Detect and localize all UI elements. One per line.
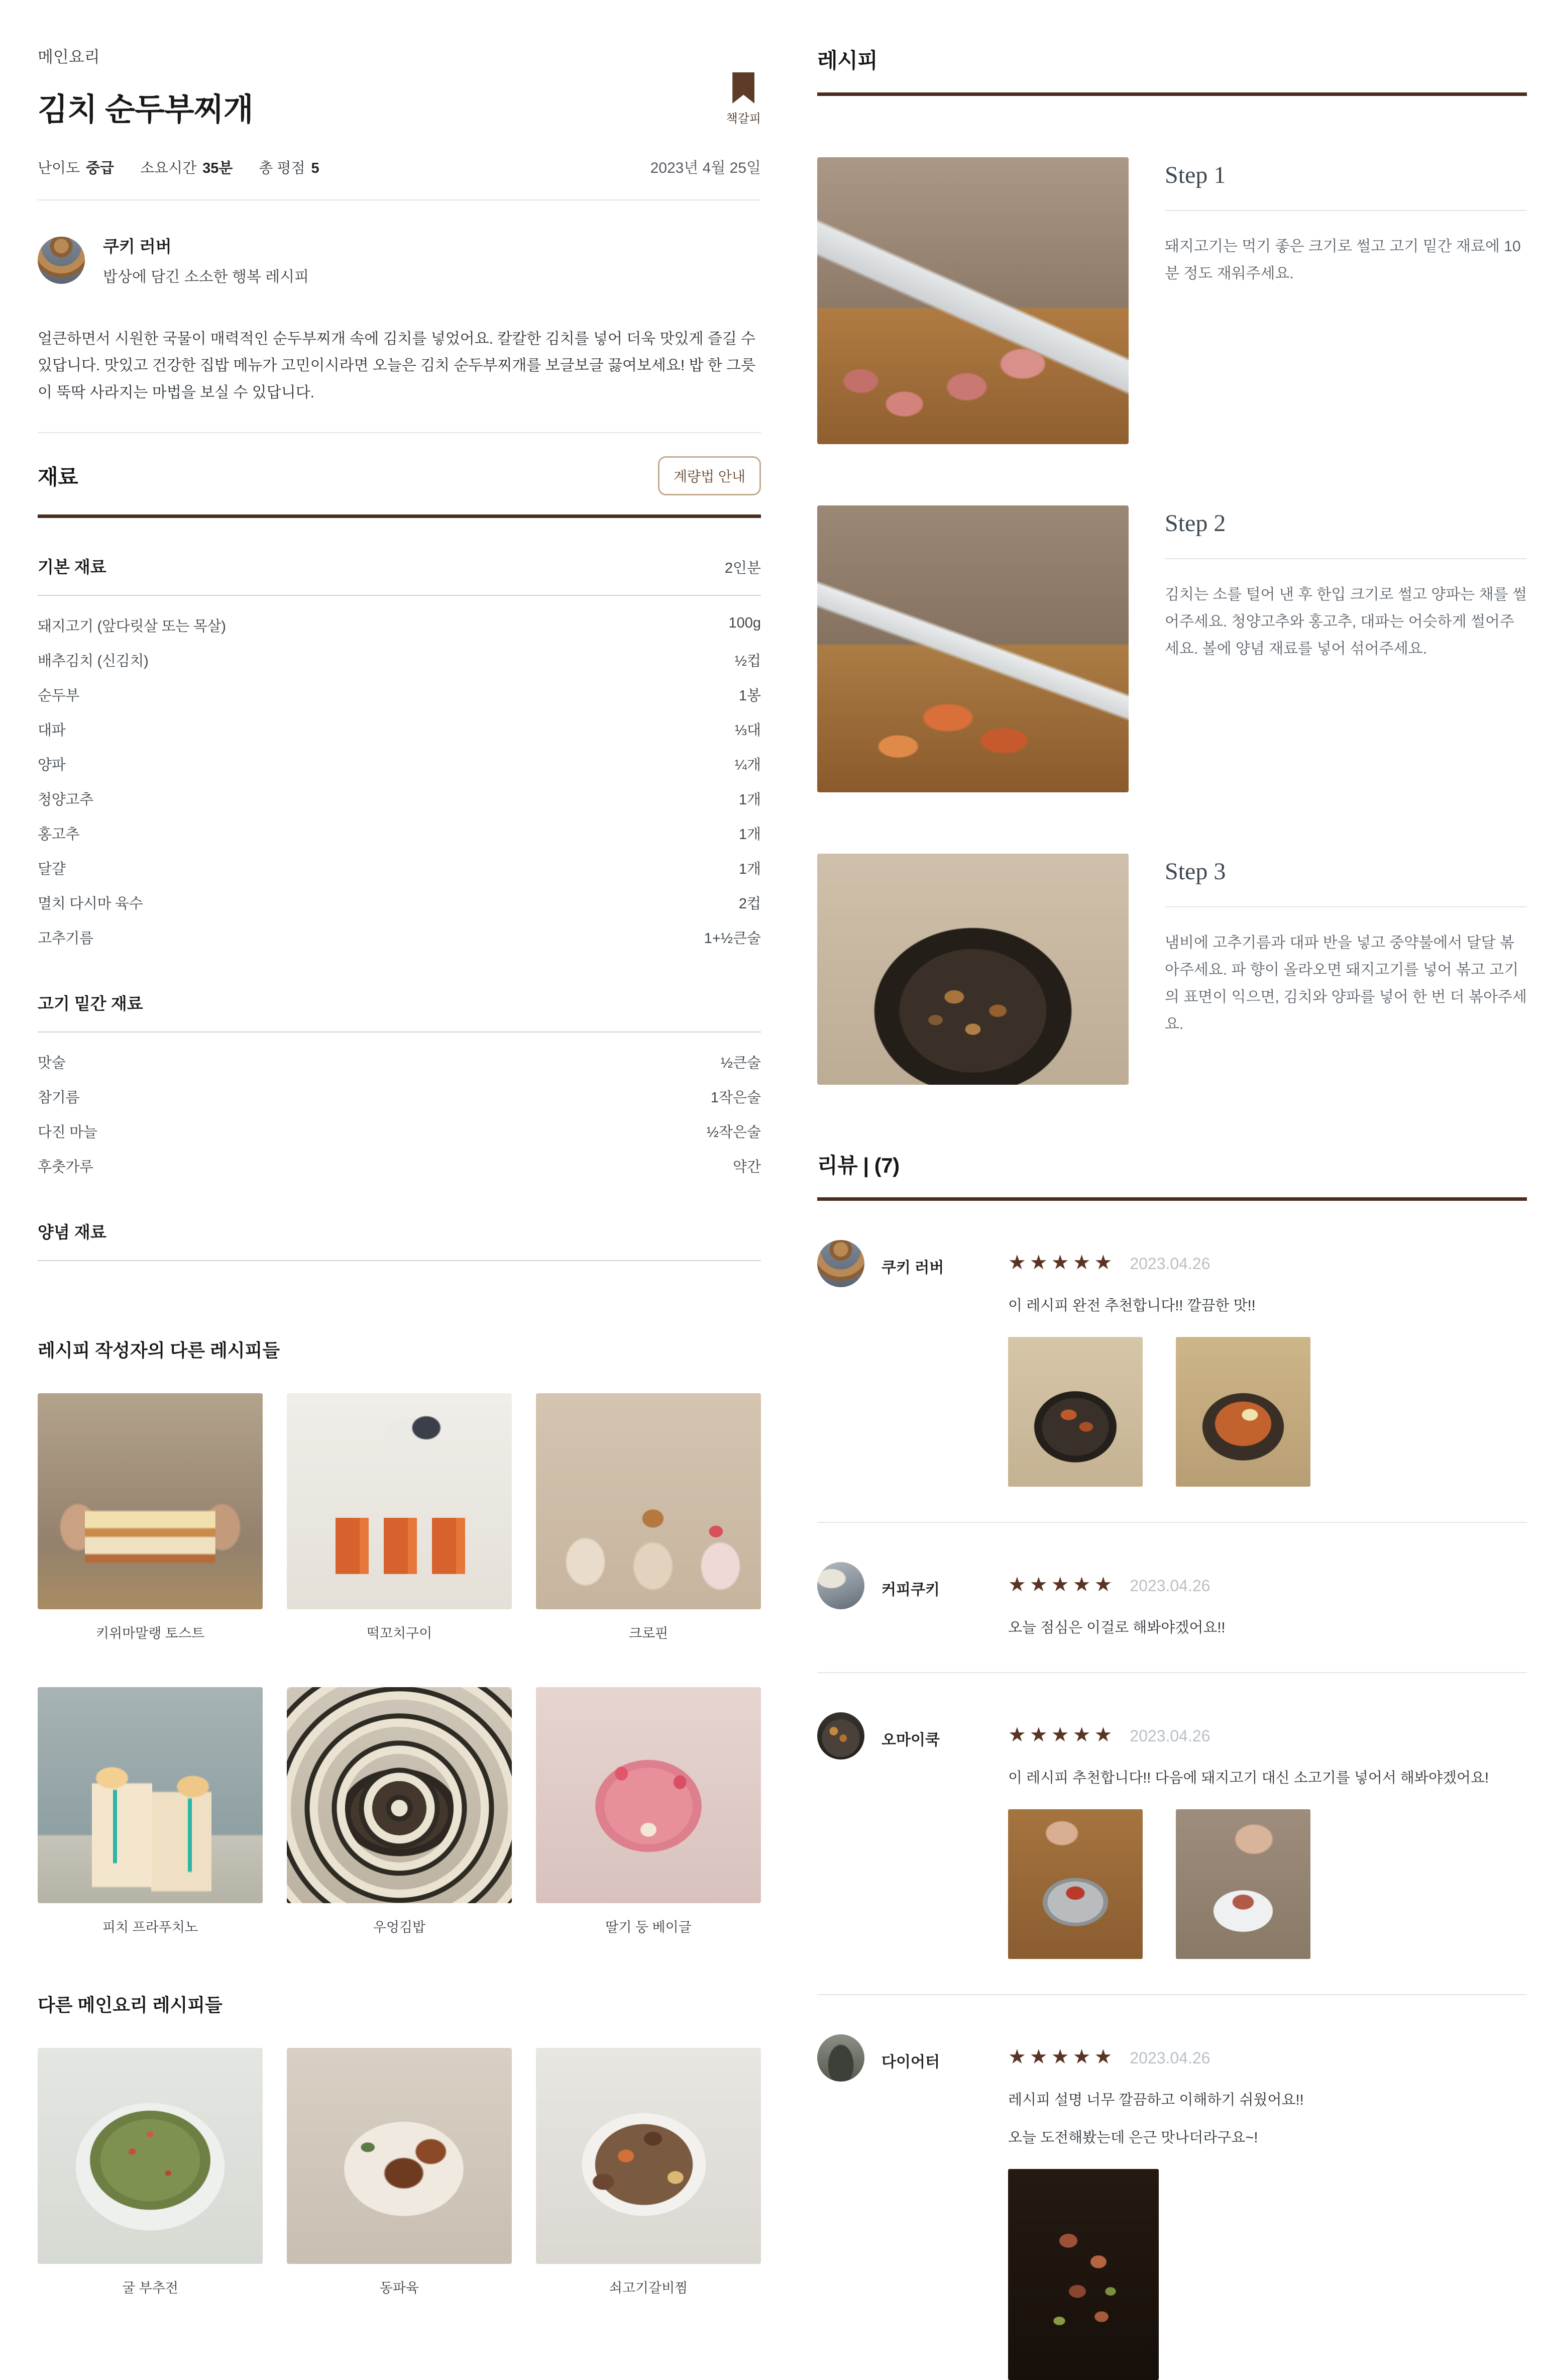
- author-texts: [103, 234, 309, 286]
- ingredient-name: 대파: [38, 722, 66, 739]
- cook-time-label: 소요시간: [140, 160, 197, 176]
- recipe-photo: [536, 2048, 761, 2264]
- recipe-photo: [38, 1687, 263, 1903]
- star-rating-icon: ★★★★★: [1008, 1252, 1116, 1274]
- review-item: [817, 2034, 1527, 2380]
- recipe-photo: [38, 1393, 263, 1609]
- star-rating-icon: ★★★★★: [1008, 1724, 1116, 1746]
- recipe-card[interactable]: [38, 2048, 263, 2297]
- group-name: 고기 밑간 재료: [38, 994, 143, 1013]
- total-rating-value: 5: [311, 160, 319, 176]
- review-text: 레시피 설명 너무 깔끔하고 이해하기 쉬웠어요!!: [1008, 2092, 1304, 2108]
- ingredient-row: [38, 643, 761, 677]
- recipe-photo: [287, 1393, 512, 1609]
- recipe-photo: [38, 2048, 263, 2264]
- divider: [817, 1994, 1527, 1995]
- more-by-author-grid: [38, 1393, 761, 1936]
- group-header: [38, 991, 761, 1014]
- review-photos: [1008, 1809, 1527, 1959]
- step-1-photo: [817, 157, 1129, 444]
- divider: [38, 199, 761, 200]
- recipe-description: 얼큰하면서 시원한 국물이 매력적인 순두부찌개 속에 김치를 넣었어요. 칼칼한 김치를 넣어 더욱 맛있게 즐길 수 있답니다. 맛있고 건강한 집밥 메뉴가 고민이시라면 오늘은 김치 순두부찌개를 보글보글 끓여보세요! 밥 한 그릇이 뚝딱 사라지는 마법을 보실 수 있답니다.: [38, 331, 756, 401]
- divider: [817, 1522, 1527, 1523]
- recipe-card[interactable]: [287, 1687, 512, 1936]
- ingredient-amount: ½컵: [734, 653, 761, 670]
- ingredient-name: 맛술: [38, 1055, 66, 1072]
- ingredient-name: 순두부: [38, 688, 80, 704]
- ingredient-row: [38, 1114, 761, 1149]
- ingredient-list: [38, 1045, 761, 1183]
- step-3-photo: [817, 854, 1129, 1085]
- cook-time-value: 35분: [202, 160, 233, 176]
- ingredient-name: 멸치 다시마 육수: [38, 896, 143, 912]
- more-in-category-title: 다른 메인요리 레시피들: [38, 1995, 223, 2016]
- review-text: 이 레시피 추천합니다!! 다음에 돼지고기 대신 소고기를 넣어서 해봐야겠어요!: [1008, 1770, 1489, 1786]
- reviewer-avatar: [817, 2034, 864, 2082]
- ingredient-group-basic: [38, 554, 761, 955]
- difficulty-label: 난이도: [38, 160, 80, 176]
- recipe-card[interactable]: [287, 1393, 512, 1642]
- ingredient-row: [38, 747, 761, 781]
- ingredient-group-marinade: [38, 991, 761, 1183]
- ingredient-name: 달걀: [38, 861, 66, 878]
- total-rating-label: 총 평점: [259, 160, 305, 176]
- ingredients-header: [38, 456, 761, 495]
- author-avatar: [38, 237, 85, 284]
- review-photo[interactable]: [1008, 2169, 1159, 2380]
- reviewer-name: 커피쿠키: [881, 1582, 940, 1598]
- divider: [1165, 558, 1527, 559]
- review-head: [1008, 1240, 1527, 1274]
- category-label: 메인요리: [38, 48, 100, 66]
- group-name: 기본 재료: [38, 558, 106, 577]
- group-header: [38, 1219, 761, 1243]
- section-divider: [38, 514, 761, 518]
- review-text: 이 레시피 완전 추천합니다!! 깔끔한 맛!!: [1008, 1298, 1256, 1314]
- divider: [38, 432, 761, 433]
- bookmark-label: 책갈피: [726, 112, 761, 126]
- step-label: Step 3: [1165, 858, 1226, 885]
- review-text: 오늘 점심은 이걸로 해봐야겠어요!!: [1008, 1620, 1226, 1636]
- recipe-card[interactable]: [536, 2048, 761, 2297]
- review-item: [817, 1240, 1527, 1487]
- ingredient-amount: ½작은술: [706, 1124, 761, 1141]
- step-body: [1165, 157, 1527, 444]
- review-item: [817, 1712, 1527, 1959]
- step-1: [817, 157, 1527, 444]
- ingredient-amount: ⅓대: [734, 722, 761, 739]
- divider: [1165, 210, 1527, 211]
- recipe-caption: 동파육: [379, 2281, 419, 2296]
- steps-reviews-column: [817, 44, 1527, 2146]
- step-3: [817, 854, 1527, 1085]
- bookmark-button[interactable]: [726, 72, 761, 126]
- review-head: [1008, 1562, 1527, 1596]
- review-date: 2023.04.26: [1130, 1255, 1210, 1273]
- ingredient-row: [38, 608, 761, 643]
- reviewer-name: 오마이쿡: [881, 1732, 940, 1748]
- recipe-card[interactable]: [536, 1393, 761, 1642]
- ingredient-name: 돼지고기 (앞다릿살 또는 목살): [38, 618, 226, 635]
- reviewer-name: 쿠키 러버: [881, 1260, 944, 1276]
- recipe-card[interactable]: [38, 1687, 263, 1936]
- ingredient-name: 고추기름: [38, 930, 93, 947]
- publish-date: 2023년 4월 25일: [650, 160, 761, 176]
- author-tagline: 밥상에 담긴 소소한 행복 레시피: [103, 269, 309, 285]
- ingredient-name: 배추김치 (신김치): [38, 653, 149, 670]
- step-2-photo: [817, 505, 1129, 792]
- ingredient-amount: 1개: [738, 861, 761, 878]
- title-row: [38, 84, 761, 129]
- ingredient-name: 참기름: [38, 1090, 80, 1106]
- ingredient-amount: 1개: [738, 792, 761, 808]
- review-text: 오늘 도전해봤는데 은근 맛나더라구요~!: [1008, 2130, 1258, 2146]
- step-body: [1165, 854, 1527, 1085]
- review-photos: [1008, 2169, 1527, 2380]
- recipe-card[interactable]: [38, 1393, 263, 1642]
- recipe-caption: 크로핀: [628, 1626, 669, 1641]
- review-head: [1008, 1712, 1527, 1746]
- reviewer-avatar: [817, 1562, 864, 1609]
- recipe-caption: 쇠고기갈비찜: [609, 2281, 688, 2296]
- step-instruction: 냄비에 고추기름과 대파 반을 넣고 중약불에서 달달 볶아주세요. 파 향이 올라오면 돼지고기를 넣어 볶고 고기의 표면이 익으면, 김치와 양파를 넣어 한 번 더 볶아주세요.: [1165, 935, 1527, 1032]
- step-2: [817, 505, 1527, 792]
- ingredient-amount: ½큰술: [720, 1055, 761, 1072]
- section-divider: [817, 92, 1527, 96]
- recipe-caption: 피치 프라푸치노: [102, 1920, 198, 1935]
- step-label: Step 1: [1165, 162, 1226, 188]
- reviewer-avatar: [817, 1240, 864, 1287]
- ingredient-row: [38, 816, 761, 851]
- ingredient-amount: 1작은술: [710, 1090, 761, 1106]
- ingredient-name: 다진 마늘: [38, 1124, 97, 1141]
- recipe-photo: [287, 1687, 512, 1903]
- group-header: [38, 554, 761, 578]
- recipe-caption: 떡꼬치구이: [366, 1626, 432, 1641]
- section-divider: [817, 1197, 1527, 1201]
- divider: [38, 595, 761, 596]
- recipe-caption: 우엉김밥: [373, 1920, 426, 1935]
- total-rating: [259, 157, 319, 177]
- review-content: [1008, 1240, 1527, 1487]
- ingredient-amount: 1개: [738, 826, 761, 843]
- difficulty-value: 중급: [86, 160, 115, 176]
- review-content: [1008, 1712, 1527, 1959]
- review-photo[interactable]: [1008, 1809, 1143, 1959]
- reviews-section-title: 리뷰 | (7): [817, 1154, 900, 1177]
- review-photo[interactable]: [1176, 1809, 1310, 1959]
- author-profile[interactable]: [38, 234, 761, 286]
- review-photos: [1008, 1337, 1527, 1487]
- ingredient-amount: 1+½큰술: [704, 930, 761, 947]
- divider: [1165, 906, 1527, 907]
- review-date: 2023.04.26: [1130, 1577, 1210, 1595]
- recipe-photo: [536, 1687, 761, 1903]
- review-content: [1008, 2034, 1527, 2380]
- recipe-photo: [536, 1393, 761, 1609]
- author-name: 쿠키 러버: [103, 237, 172, 256]
- step-instruction: 김치는 소를 털어 낸 후 한입 크기로 썰고 양파는 채를 썰어주세요. 청양고추와 홍고추, 대파는 어슷하게 썰어주세요. 볼에 양념 재료를 넣어 섞어주세요.: [1165, 586, 1527, 657]
- more-by-author-title: 레시피 작성자의 다른 레시피들: [38, 1340, 280, 1361]
- ingredient-amount: 100g: [728, 615, 761, 632]
- ingredient-amount: ¼개: [734, 757, 761, 774]
- difficulty: [38, 157, 114, 177]
- ingredients-title: 재료: [38, 465, 78, 489]
- review-item: [817, 1562, 1527, 1637]
- star-rating-icon: ★★★★★: [1008, 1574, 1116, 1596]
- ingredient-row: [38, 851, 761, 885]
- recipe-caption: 딸기 둥 베이글: [605, 1920, 692, 1935]
- ingredient-amount: 2컵: [738, 896, 761, 912]
- recipe-card[interactable]: [287, 2048, 512, 2297]
- page-title: 김치 순두부찌개: [38, 92, 253, 127]
- serving-size: 2인분: [724, 560, 761, 577]
- recipe-photo: [287, 2048, 512, 2264]
- ingredient-row: [38, 885, 761, 920]
- recipe-info-column: [38, 44, 761, 2296]
- reviewer-name: 다이어터: [881, 2054, 940, 2071]
- ingredient-name: 홍고추: [38, 826, 80, 843]
- ingredient-amount: 1봉: [738, 688, 761, 704]
- ingredient-row: [38, 1045, 761, 1079]
- more-in-category-grid: [38, 2048, 761, 2297]
- measuring-guide-button[interactable]: 계량법 안내: [658, 456, 761, 495]
- review-head: [1008, 2034, 1527, 2068]
- review-date: 2023.04.26: [1130, 1727, 1210, 1745]
- review-photo[interactable]: [1176, 1337, 1310, 1487]
- ingredient-name: 후춧가루: [38, 1159, 93, 1176]
- step-instruction: 돼지고기는 먹기 좋은 크기로 썰고 고기 밑간 재료에 10분 정도 재워주세요.: [1165, 238, 1521, 282]
- ingredient-name: 양파: [38, 757, 66, 774]
- divider: [817, 1672, 1527, 1673]
- group-name: 양념 재료: [38, 1223, 106, 1242]
- ingredient-row: [38, 677, 761, 712]
- ingredient-row: [38, 712, 761, 747]
- ingredient-amount: 약간: [732, 1159, 761, 1176]
- steps-section-title: 레시피: [817, 49, 878, 72]
- review-content: [1008, 1562, 1527, 1637]
- review-date: 2023.04.26: [1130, 2049, 1210, 2067]
- ingredient-name: 청양고추: [38, 792, 93, 808]
- divider: [38, 1031, 761, 1032]
- recipe-caption: 굴 부추전: [122, 2281, 178, 2296]
- ingredient-row: [38, 1079, 761, 1114]
- star-rating-icon: ★★★★★: [1008, 2046, 1116, 2068]
- ingredient-row: [38, 781, 761, 816]
- reviewer-avatar: [817, 1712, 864, 1760]
- recipe-meta: [38, 155, 761, 177]
- review-photo[interactable]: [1008, 1337, 1143, 1487]
- ingredient-row: [38, 1149, 761, 1183]
- recipe-card[interactable]: [536, 1687, 761, 1936]
- step-label: Step 2: [1165, 510, 1226, 537]
- recipe-caption: 키위마말랭 토스트: [95, 1626, 205, 1641]
- step-body: [1165, 505, 1527, 792]
- bookmark-icon: [732, 72, 754, 104]
- ingredient-row: [38, 920, 761, 955]
- divider: [38, 1260, 761, 1261]
- cook-time: [140, 157, 233, 177]
- ingredient-list: [38, 608, 761, 955]
- ingredient-group-seasoning: [38, 1219, 761, 1261]
